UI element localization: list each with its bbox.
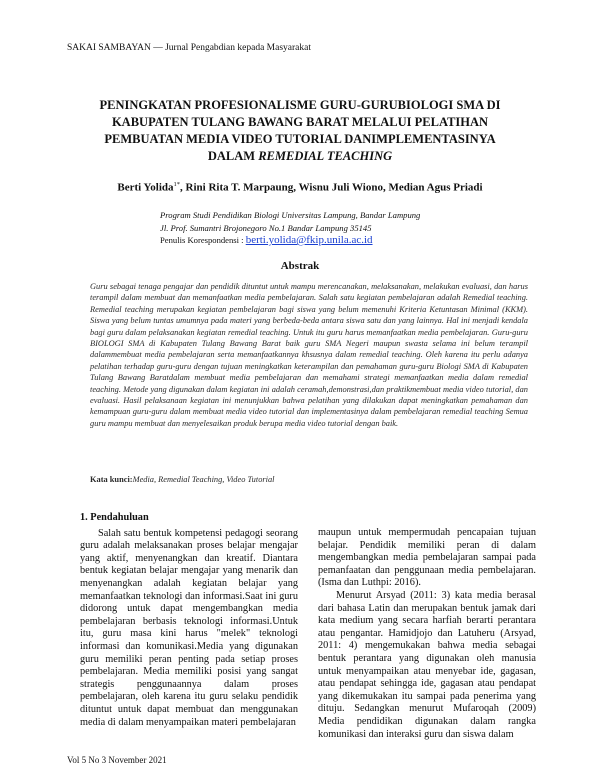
abstract-heading: Abstrak (280, 260, 320, 272)
author-first: Berti Yolida (117, 181, 174, 194)
author-rest: , Rini Rita T. Marpaung, Wisnu Juli Wiono, Median Agus Priadi (180, 181, 483, 194)
title-line-1: PENINGKATAN PROFESIONALISME GURU-GURUBIOLOGI SMA DI (99, 98, 501, 112)
affiliation-line-1: Program Studi Pendidikan Biologi Universitas Lampung, Bandar Lampung (160, 210, 421, 220)
right-column (318, 527, 536, 741)
title-line-4-prefix: DALAM (207, 149, 259, 163)
affiliation-line-2: Jl. Prof. Sumantri Brojonegoro No.1 Bandar Lampung 35145 (160, 222, 372, 233)
intro-paragraph-3: Menurut Arsyad (2011: 3) kata media berasal dari bahasa Latin dan merupakan bentuk jamak dari kata medium yang secara harfiah berarti perantara atau pengantar. Hamidjojo dan Latuheru (Arsyad, 2011: 4) mengemukakan bahwa media sebagai bentuk perantara yang digunakan oleh manusia untuk menyampaikan atau menyebar ide, gagasan, atau pendapat sehingga ide, gagasan atau pendapat yang dikemukakan itu sampai pada penerima yang dituju. Sedangkan menurut Mufaroqah (2009) Media pendidikan digunakan dalam rangka komunikasi dan interaksi guru dan siswa dalam (318, 589, 536, 740)
keywords-text: Media, Remedial Teaching, Video Tutorial (132, 475, 275, 484)
author-list (60, 181, 540, 194)
abstract-text: Guru sebagai tenaga pengajar dan pendidik dituntut untuk mampu merencanakan, melaksanakan, melakukan evaluasi, dan harus terampil dalam membuat dan memanfaatkan media pembelajaran. Salah satu kegiatan pembelajaran adalah Remedial teaching. Remedial teaching merupakan kegiatan pembelajaran bagi siswa yang belum memenuhi Kriteria Ketuntasan Minimal (KKM). Siswa yang belum tuntas umumnya pada materi yang berbeda-beda antara siswa satu dan yang lainnya. Hal ini menjadi kendala bagi guru dalam pelaksanakan kegiatan remedial teaching. Untuk itu guru harus memanfaatkan media pembelajaran. Guru-guru BIOLOGI SMA di Kabupaten Tulang Bawang Barat baik guru SMA Negeri maupun swasta selama ini belum terampil dalammembuat media pembelajaran serta memanfaatkannya khsusnya dalam remedial teaching. Oleh karena itu perlu adanya pelatihan terhadap guru-guru dengan tujuan meningkatkan keterampilan dan pemahaman guru-guru Biologi SMA di Kabupaten Tulang Bawang Baratdalam membuat media pembelajaran dan memahami strategi memanfaatkan media dalam remedial teaching. Metode yang digunakan dalam kegiatan ini adalah ceramah,demonstrasi,dan praktikmembuat media video tutorial, dan evaluasi. Hasil pelaksanaan kegiatan ini menunjukkan bahwa pelatihan yang dilakukan dapat meningkatkan pemahaman dan kemampuan guru-guru dalam membuat media video tutorial dan implementasinya dalam pembelajaran remedial teaching Semua guru mampu membuat dan menyelesaikan produk berupa media video tutorial dengan baik. (90, 282, 528, 428)
corresponding-email-link[interactable]: berti.yolida@fkip.unila.ac.id (245, 234, 373, 246)
keywords (90, 475, 528, 484)
keywords-label: Kata kunci: (90, 475, 133, 484)
affiliation (160, 209, 480, 247)
corresponding-label: Penulis Korespondensi : (160, 235, 246, 245)
title-line-4 (60, 148, 540, 165)
paper-title (60, 97, 540, 165)
section-heading: 1. Pendahuluan (80, 512, 149, 523)
title-line-4-italic: REMEDIAL TEACHING (258, 149, 393, 163)
corresponding-author (160, 235, 373, 245)
running-head: SAKAI SAMBAYAN — Jurnal Pengabdian kepada Masyarakat (67, 43, 311, 53)
intro-paragraph-2: maupun untuk mempermudah pencapaian tujuan belajar. Pendidik memiliki peran di dalam mengembangkan media pembelajaran sampai pada pemanfaatan dan penggunaan media pembelajaran. (Isma dan Luthpi: 2016). (318, 527, 536, 589)
author-first-marker: 1* (173, 181, 181, 188)
intro-paragraph-1: Salah satu bentuk kompetensi pedagogi seorang guru adalah melaksanakan proses belajar mengajar yang aktif, menyenangkan dan kreatif. Diantara bentuk kegiatan belajar mengajar yang menarik dan menyenangkan adalah kegiatan belajar yang memanfaatkan teknologi dan informasi.Saat ini guru didorong untuk dapat mengembangkan media pembelajaran berbasis teknologi informasi.Untuk itu, guru masa kini harus "melek" teknologi informasi dan komunikasi.Media yang digunakan guru memiliki peran penting pada setiap proses pembelajaran. Media memiliki posisi yang sangat strategis penggunaannya dalam proses pembelajaran, oleh karena itu guru selaku pendidik dituntut untuk dapat membuat dan menggunakan media di dalam menyampaikan materi pembelajaran (80, 527, 298, 728)
left-column (80, 512, 298, 729)
page-footer: Vol 5 No 3 November 2021 (67, 755, 167, 765)
title-line-2: KABUPATEN TULANG BAWANG BARAT MELALUI PELATIHAN (111, 115, 489, 129)
title-line-3: PEMBUATAN MEDIA VIDEO TUTORIAL DANIMPLEMENTASINYA (104, 132, 496, 146)
